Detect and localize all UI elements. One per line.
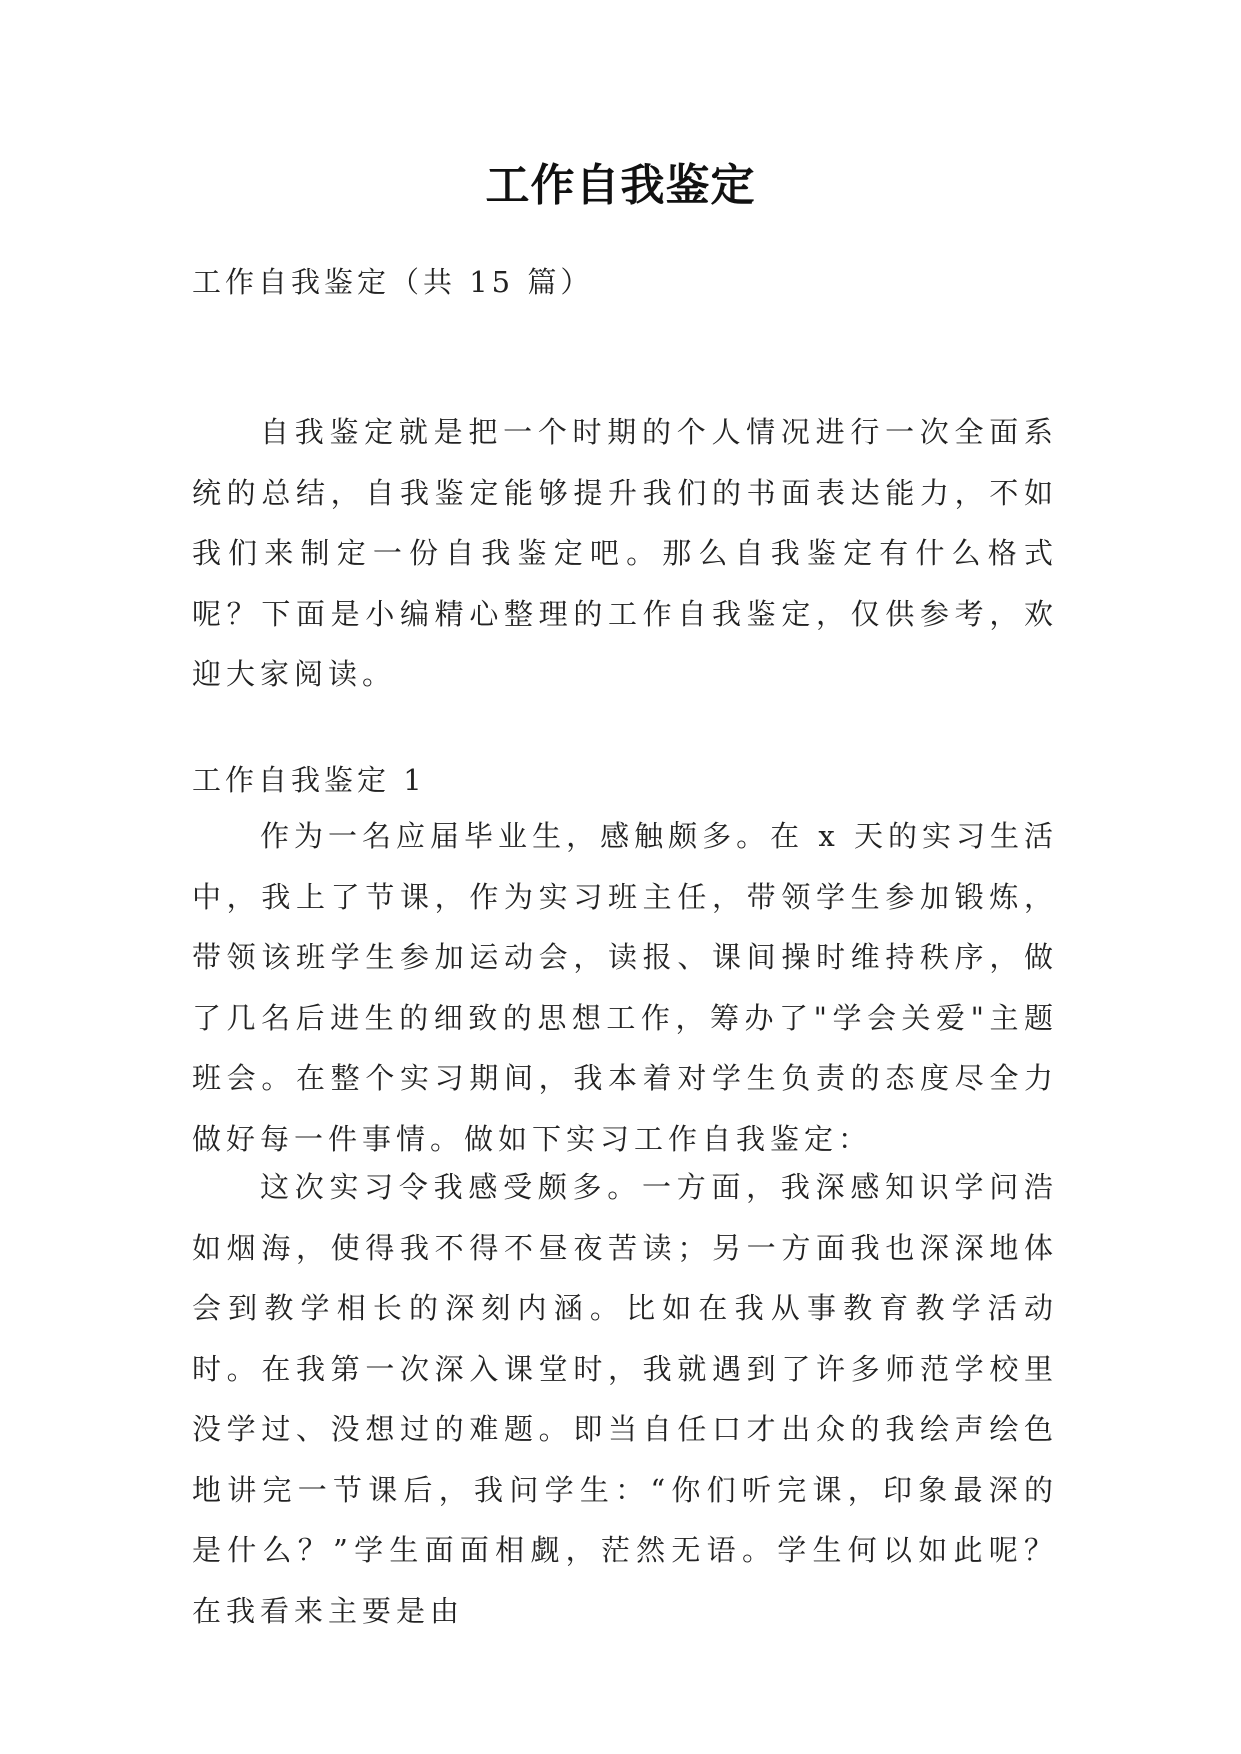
document-title: 工作自我鉴定 <box>485 160 756 211</box>
section-1-paragraph-1: 作为一名应届毕业生，感触颇多。在 x 天的实习生活中，我上了节课，作为实习班主任，带领学生参加锻炼，带领该班学生参加运动会，读报、课间操时维持秩序，做了几名后进生的细致的思想工作，筹办了"学会关爱"主题班会。在整个实习期间，我本着对学生负责的态度尽全力做好每一件事情。做如下实习工作自我鉴定： <box>192 819 1058 1156</box>
document-subtitle: 工作自我鉴定（共 15 篇） <box>192 265 594 299</box>
intro-paragraph: 自我鉴定就是把一个时期的个人情况进行一次全面系统的总结，自我鉴定能够提升我们的书面表达能力，不如我们来制定一份自我鉴定吧。那么自我鉴定有什么格式呢？下面是小编精心整理的工作自我鉴定，仅供参考，欢迎大家阅读。 <box>192 415 1058 691</box>
section-heading-1: 工作自我鉴定 1 <box>192 763 426 797</box>
section-1-paragraph-2: 这次实习令我感受颇多。一方面，我深感知识学问浩如烟海，使得我不得不昼夜苦读；另一方面我也深深地体会到教学相长的深刻内涵。比如在我从事教育教学活动时。在我第一次深入课堂时，我就遇到了许多师范学校里没学过、没想过的难题。即当自任口才出众的我绘声绘色地讲完一节课后，我问学生：“你们听完课，印象最深的是什么？”学生面面相觑，茫然无语。学生何以如此呢？在我看来主要是由 <box>192 1170 1058 1628</box>
